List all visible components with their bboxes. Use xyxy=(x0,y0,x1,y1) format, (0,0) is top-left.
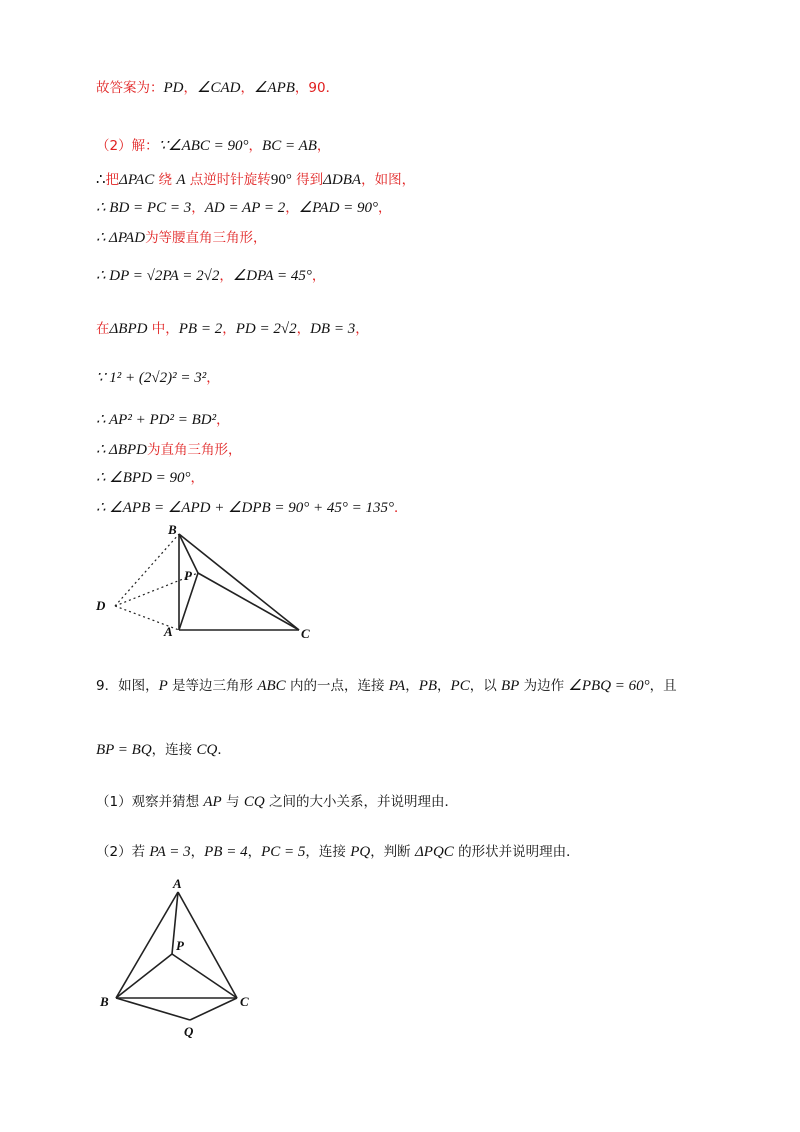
math-expression: ∠CAD xyxy=(197,80,241,96)
text-segment: ，以 xyxy=(469,678,501,694)
math-expression: ∴ DP = √2PA = 2√2 xyxy=(96,268,220,284)
text-segment: ，连接 xyxy=(151,742,197,758)
point-label-q: Q xyxy=(184,1024,194,1039)
math-expression: PC xyxy=(450,678,470,694)
separator: ， xyxy=(311,268,326,284)
solution-line xyxy=(96,498,408,518)
text-segment: 绕 xyxy=(154,172,177,188)
answer-value: 90． xyxy=(308,80,340,96)
separator: ， xyxy=(405,678,419,694)
math-expression: DB = 3 xyxy=(310,321,356,337)
segment-bq xyxy=(116,998,190,1020)
point-label-b: B xyxy=(100,994,109,1009)
answer-prefix: 故答案为： xyxy=(96,80,164,96)
math-expression: ∴ ΔBPD xyxy=(96,442,147,458)
math-expression: PD xyxy=(163,80,184,96)
text-segment: 点逆时针旋转 xyxy=(185,172,271,188)
segment-ab xyxy=(116,892,178,998)
math-expression: ΔPAC xyxy=(119,172,155,188)
solution-line xyxy=(96,410,230,430)
math-expression: BC = AB xyxy=(262,138,317,154)
math-expression: PB xyxy=(418,678,438,694)
segment-pb xyxy=(116,954,172,998)
solution-line xyxy=(96,368,220,388)
question-9-part-1 xyxy=(96,792,458,812)
segment-ac xyxy=(178,892,237,998)
math-expression: BP = BQ xyxy=(96,742,152,758)
separator: ， xyxy=(248,138,263,154)
text-segment: （1）观察并猜想 xyxy=(96,794,204,810)
separator: ， xyxy=(296,321,311,337)
point-label-d: D xyxy=(96,598,106,613)
text-segment: 把 xyxy=(105,172,120,188)
solution-line xyxy=(96,198,392,218)
point-label-p: P xyxy=(176,938,184,953)
math-expression: PD = 2√2 xyxy=(235,321,297,337)
segment-bc xyxy=(179,534,299,630)
point-label-p: P xyxy=(184,568,192,583)
math-expression: PB = 2 xyxy=(178,321,223,337)
separator: ， xyxy=(190,470,205,486)
point-label-b: B xyxy=(168,522,177,537)
math-expression: PA xyxy=(388,678,406,694)
separator: ， xyxy=(316,138,331,154)
separator: ， xyxy=(190,844,205,860)
point-label-a: A xyxy=(173,876,182,891)
separator: ， xyxy=(378,200,392,216)
point-label-c: C xyxy=(301,626,310,641)
text-segment: 之间的大小关系，并说明理由． xyxy=(264,794,458,810)
text-segment: 中， xyxy=(147,321,179,337)
equilateral-figure xyxy=(94,874,274,1044)
separator: ， xyxy=(437,678,451,694)
separator: ， xyxy=(222,321,236,337)
separator: ， xyxy=(240,80,254,96)
text-segment: 得到 xyxy=(291,172,324,188)
math-expression: ΔPQC xyxy=(414,844,454,860)
solution-line xyxy=(96,440,241,460)
segment-pc xyxy=(172,954,237,998)
solution-line xyxy=(96,319,369,339)
math-expression: ∵ 1² + (2√2)² = 3² xyxy=(96,370,207,386)
math-expression: ABC xyxy=(257,678,286,694)
math-expression: ∴ AP² + PD² = BD² xyxy=(96,412,217,428)
math-expression: ∵∠ABC = 90° xyxy=(158,138,249,154)
text-segment: ，连接 xyxy=(305,844,351,860)
math-expression: ∠PBQ = 60° xyxy=(568,678,650,694)
text-segment: 内的一点，连接 xyxy=(285,678,389,694)
math-expression: PA = 3 xyxy=(149,844,191,860)
math-expression: PQ xyxy=(350,844,371,860)
math-expression: P xyxy=(158,678,168,694)
text-segment: 是等边三角形 xyxy=(167,678,258,694)
math-expression: ∴ ∠BPD = 90° xyxy=(96,470,191,486)
separator: ， xyxy=(216,412,230,428)
math-expression: ∴ BD = PC = 3 xyxy=(96,200,192,216)
math-expression: ∴ ΔPAD xyxy=(96,230,146,246)
segment-db-dashed xyxy=(115,534,179,606)
math-expression: BP xyxy=(501,678,520,694)
math-expression: ∠APB xyxy=(253,80,295,96)
math-expression: CQ xyxy=(243,794,265,810)
separator: ， xyxy=(219,268,233,284)
math-expression: ΔDBA xyxy=(323,172,362,188)
text-segment: 与 xyxy=(221,794,244,810)
segment-pc xyxy=(198,573,299,630)
text-segment: ，如图， xyxy=(361,172,416,188)
text-segment: 为等腰直角三角形， xyxy=(145,230,267,246)
text-segment: ，且 xyxy=(649,678,677,694)
separator: ， xyxy=(285,200,299,216)
math-expression: ΔBPD xyxy=(109,321,148,337)
point-label-a: A xyxy=(164,624,173,639)
text-segment: 的形状并说明理由． xyxy=(453,844,580,860)
text-segment: 为直角三角形， xyxy=(146,442,242,458)
question-9-part-2 xyxy=(96,842,580,862)
separator: ， xyxy=(247,844,262,860)
text-segment: ，判断 xyxy=(370,844,415,860)
question-9-stem xyxy=(96,676,677,696)
math-expression: ∠DPA = 45° xyxy=(232,268,312,284)
math-expression: ∠PAD = 90° xyxy=(298,200,379,216)
solution-line xyxy=(96,266,325,286)
solution-line xyxy=(96,228,267,248)
solution-prefix: （2）解： xyxy=(96,138,159,154)
text-segment: 在 xyxy=(96,321,110,337)
point-label-c: C xyxy=(240,994,249,1009)
separator: ， xyxy=(206,370,220,386)
math-expression: CQ xyxy=(196,742,218,758)
separator: ． xyxy=(394,500,408,516)
question-9-stem-cont xyxy=(96,740,231,760)
math-expression: AD = AP = 2 xyxy=(204,200,286,216)
solution-line xyxy=(96,468,204,488)
solution-line xyxy=(96,136,330,156)
text-segment: 9．如图， xyxy=(96,678,159,694)
math-expression: 90° xyxy=(270,172,292,188)
answer-line xyxy=(96,78,339,98)
separator: ， xyxy=(183,80,197,96)
separator: ， xyxy=(355,321,369,337)
rotation-figure xyxy=(90,520,330,650)
math-expression: PB = 4 xyxy=(204,844,248,860)
segment-qc xyxy=(190,998,237,1020)
separator: ， xyxy=(191,200,205,216)
therefore-symbol: ∴ xyxy=(96,172,106,188)
solution-line xyxy=(96,170,415,190)
text-segment: ． xyxy=(217,742,231,758)
text-segment: 为边作 xyxy=(519,678,569,694)
text-segment: （2）若 xyxy=(96,844,150,860)
math-expression: A xyxy=(176,172,186,188)
math-expression: AP xyxy=(203,794,222,810)
math-expression: PC = 5 xyxy=(261,844,306,860)
separator: ， xyxy=(294,80,309,96)
math-expression: ∴ ∠APB = ∠APD + ∠DPB = 90° + 45° = 135° xyxy=(96,500,395,516)
